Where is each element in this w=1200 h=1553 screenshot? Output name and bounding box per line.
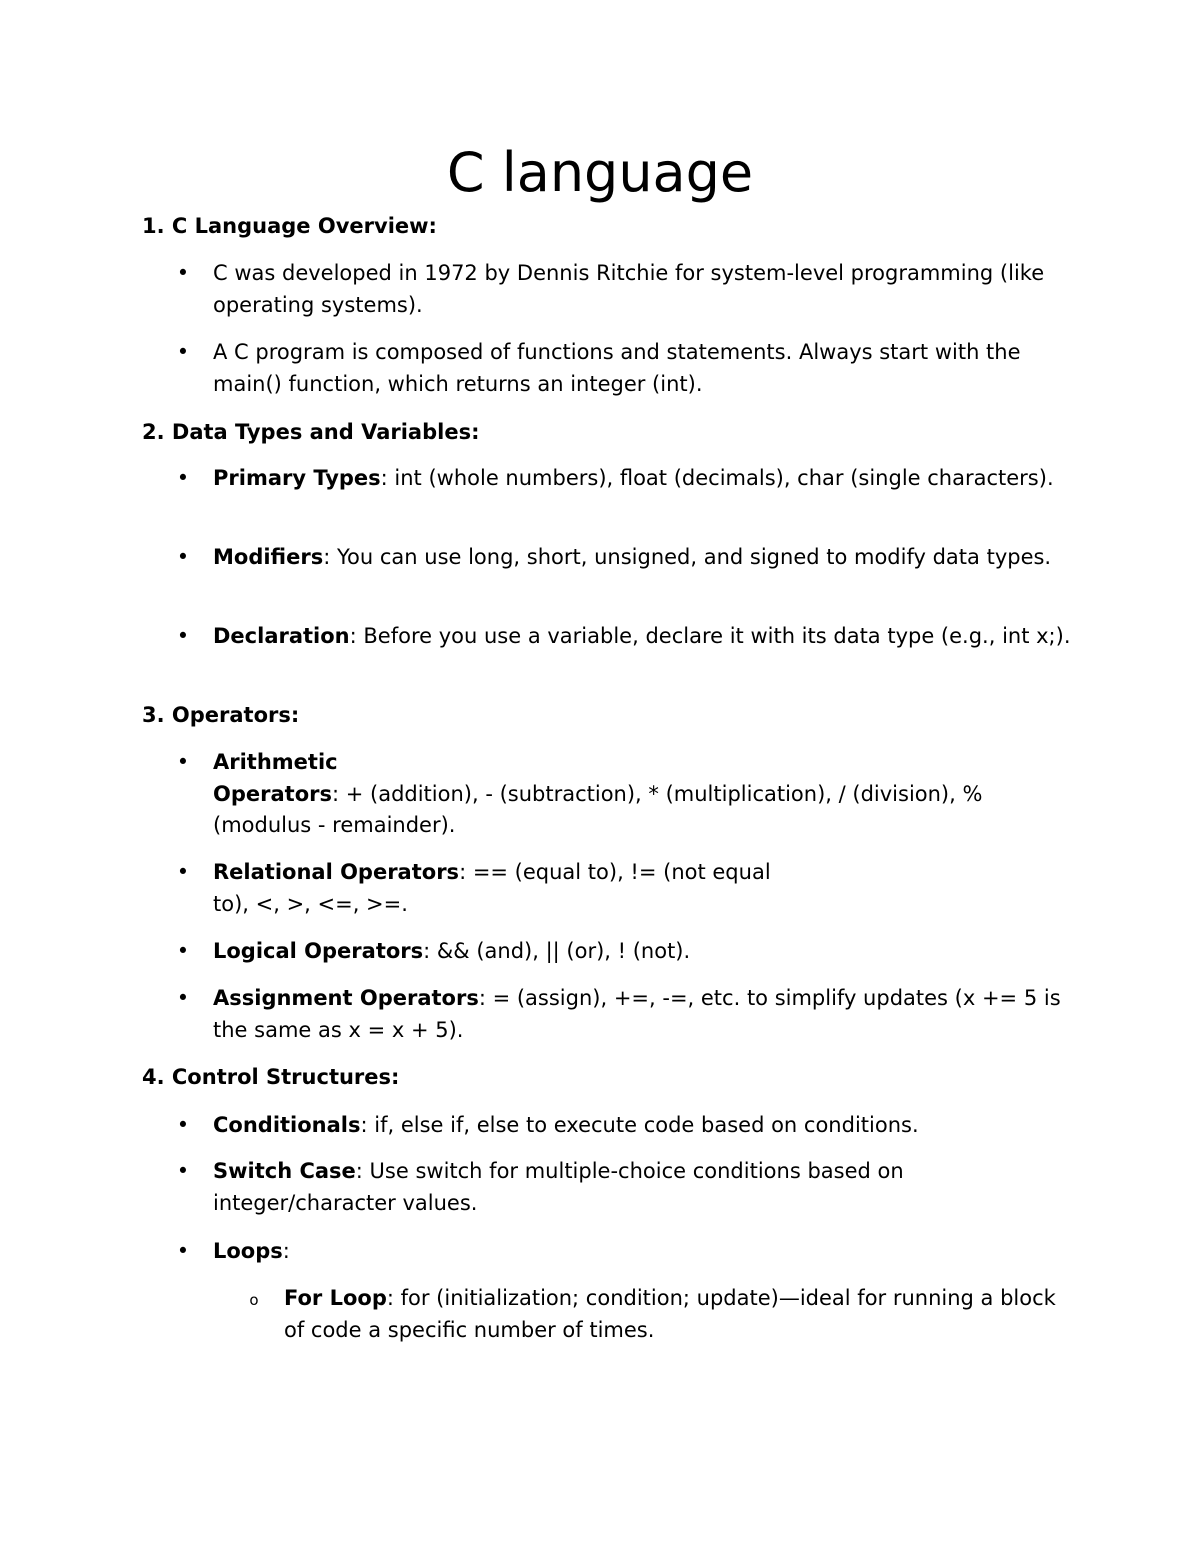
- item-label: Loops: [213, 1239, 283, 1263]
- hollow-circle-bullet-icon: o: [249, 1291, 259, 1309]
- item-text: : int (whole numbers), float (decimals), char (single characters).: [380, 466, 1054, 490]
- item-text: : for (initialization; condition; update)—ideal for running a block of code a specific number of times.: [284, 1286, 1056, 1342]
- bullet-icon: •: [176, 340, 190, 364]
- bullet-icon: •: [176, 1239, 190, 1263]
- item-text: : Use switch for multiple-choice conditions based on integer/character values.: [213, 1159, 904, 1215]
- list-item: [176, 936, 1073, 968]
- item-text: : && (and), || (or), ! (not).: [423, 939, 691, 963]
- list-item: [176, 747, 1073, 842]
- item-label: Primary Types: [213, 466, 381, 490]
- item-label: Operators: [213, 781, 332, 806]
- item-text: : = (assign), +=, -=, etc. to simplify updates (x += 5 is the same as x = x + 5).: [213, 986, 1061, 1042]
- list-item: [176, 258, 1073, 321]
- item-label: For Loop: [284, 1286, 387, 1310]
- list-item: [176, 337, 1073, 400]
- list-item: [176, 542, 1073, 574]
- bullet-icon: •: [176, 466, 190, 490]
- section-heading-operators: 3. Operators:: [142, 703, 300, 727]
- item-label: Conditionals: [213, 1113, 361, 1137]
- list-item: [176, 983, 1073, 1046]
- item-text: A C program is composed of functions and statements. Always start with the main() function, which returns an integer (int).: [213, 340, 1021, 396]
- bullet-icon: •: [176, 1113, 190, 1137]
- bullet-icon: •: [176, 939, 190, 963]
- section-heading-overview: 1. C Language Overview:: [142, 214, 437, 238]
- page-title: C language: [446, 141, 754, 204]
- bullet-icon: •: [176, 750, 190, 774]
- item-label: Logical Operators: [213, 939, 424, 963]
- bullet-icon: •: [176, 860, 190, 884]
- item-label: Modifiers: [213, 545, 324, 569]
- list-item: [176, 1236, 1073, 1268]
- list-item: [176, 1110, 1073, 1142]
- bullet-icon: •: [176, 624, 190, 648]
- item-text: : == (equal to), != (not equal: [459, 860, 771, 884]
- item-text: to), <, >, <=, >=.: [213, 891, 408, 916]
- item-label: Arithmetic: [213, 750, 338, 774]
- item-label: Declaration: [213, 624, 350, 648]
- bullet-icon: •: [176, 1159, 190, 1183]
- list-item: [176, 621, 1073, 653]
- section-heading-control-structures: 4. Control Structures:: [142, 1065, 400, 1089]
- section-heading-data-types: 2. Data Types and Variables:: [142, 420, 480, 444]
- bullet-icon: •: [176, 986, 190, 1010]
- item-label: Switch Case: [213, 1159, 356, 1183]
- item-text: : Before you use a variable, declare it with its data type (e.g., int x;).: [349, 624, 1071, 648]
- item-text: : You can use long, short, unsigned, and signed to modify data types.: [323, 545, 1052, 569]
- item-text: : if, else if, else to execute code based on conditions.: [360, 1113, 919, 1137]
- item-label: Assignment Operators: [213, 986, 479, 1010]
- list-item: [176, 857, 1073, 920]
- list-item: [176, 1156, 1073, 1219]
- item-label: Relational Operators: [213, 860, 460, 884]
- item-text: : + (addition), - (subtraction), * (multiplication), / (division), % (modulus - remainder).: [213, 781, 983, 837]
- sub-list-item: [249, 1283, 1074, 1346]
- item-text: :: [282, 1239, 290, 1263]
- list-item: [176, 463, 1073, 495]
- item-text: C was developed in 1972 by Dennis Ritchie for system-level programming (like operating systems).: [213, 261, 1045, 317]
- bullet-icon: •: [176, 545, 190, 569]
- bullet-icon: •: [176, 261, 190, 285]
